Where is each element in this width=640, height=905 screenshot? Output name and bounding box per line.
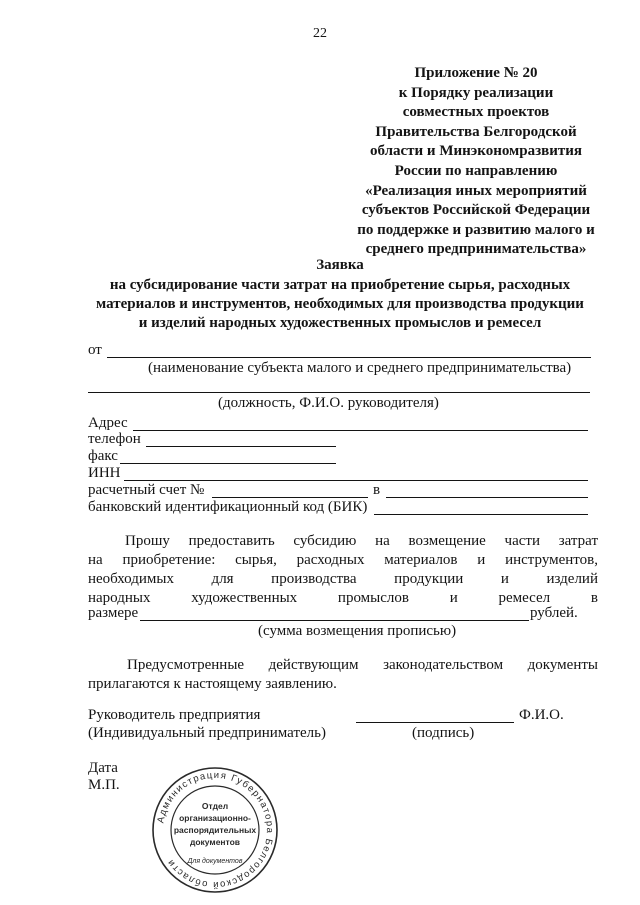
- page-number: 22: [313, 26, 327, 41]
- appendix-line: России по направлению: [394, 162, 558, 179]
- bik-label: банковский идентификационный код (БИК): [88, 499, 368, 515]
- appendix-header: [330, 64, 622, 260]
- address-label: Адрес: [88, 415, 128, 431]
- stamp-bottom-text: Для документов: [187, 858, 243, 865]
- amount-field[interactable]: [140, 620, 529, 621]
- account-label: расчетный счет №: [88, 482, 205, 498]
- stamp-center-line: распорядительных: [173, 825, 257, 835]
- bik-field[interactable]: [374, 514, 588, 515]
- position-caption: (должность, Ф.И.О. руководителя): [218, 395, 439, 411]
- entity-name-field[interactable]: [107, 357, 591, 358]
- stamp-center-line: организационно-: [179, 813, 251, 823]
- phone-label: телефон: [88, 431, 141, 447]
- seal-label: М.П.: [88, 777, 120, 793]
- signature-field[interactable]: [356, 722, 514, 723]
- title-line: материалов и инструментов, необходимых для производства продукции: [96, 296, 584, 312]
- official-stamp: [150, 765, 280, 900]
- title-line: и изделий народных художественных промыслов и ремесел: [138, 315, 542, 331]
- request-line: Прошу предоставить субсидию на возмещение части затрат: [125, 533, 598, 549]
- appendix-line: к Порядку реализации: [398, 84, 554, 101]
- entrepreneur-label: (Индивидуальный предприниматель): [88, 725, 326, 741]
- request-line: на приобретение: сырья, расходных материалов и инструментов,: [88, 552, 598, 568]
- from-label: от: [88, 342, 102, 358]
- entity-caption: (наименование субъекта малого и среднего предпринимательства): [148, 360, 572, 376]
- inn-field[interactable]: [124, 480, 588, 481]
- date-label: Дата: [88, 760, 118, 776]
- attachments-line: Предусмотренные действующим законодательством документы: [127, 657, 598, 673]
- stamp-ring-text: Администрация Губернатора Белгородской области: [155, 769, 276, 891]
- stamp-seal-icon: [150, 765, 280, 895]
- amount-prefix: размере: [88, 605, 139, 621]
- stamp-center-line: документов: [189, 837, 241, 847]
- address-field[interactable]: [133, 430, 588, 431]
- bank-field[interactable]: [386, 497, 588, 498]
- amount-caption: (сумма возмещения прописью): [258, 623, 457, 639]
- appendix-line: области и Минэкономразвития: [369, 143, 583, 160]
- request-line: народных художественных промыслов и ремесел в: [88, 590, 598, 606]
- inn-label: ИНН: [88, 465, 121, 481]
- appendix-line: субъектов Российской Федерации: [361, 202, 591, 219]
- fax-field[interactable]: [120, 463, 336, 464]
- appendix-line: среднего предпринимательства»: [365, 241, 587, 258]
- signature-caption: (подпись): [412, 725, 475, 741]
- attachments-line: прилагаются к настоящему заявлению.: [88, 676, 337, 692]
- request-line: необходимых для производства продукции и изделий: [88, 571, 598, 587]
- title-line: на субсидирование части затрат на приобретение сырья, расходных: [109, 277, 571, 293]
- account-field[interactable]: [212, 497, 368, 498]
- appendix-line: Правительства Белгородской: [375, 123, 577, 140]
- phone-field[interactable]: [146, 446, 336, 447]
- appendix-line: совместных проектов: [402, 104, 550, 121]
- amount-suffix: рублей.: [530, 605, 578, 621]
- fax-label: факс: [88, 448, 118, 464]
- document-title: [40, 256, 640, 333]
- fio-label: Ф.И.О.: [519, 707, 564, 723]
- appendix-line: Приложение № 20: [414, 65, 538, 81]
- bank-in-label: в: [373, 482, 381, 498]
- appendix-line: по поддержке и развитию малого и: [357, 221, 595, 238]
- appendix-line: «Реализация иных мероприятий: [365, 182, 587, 199]
- head-label: Руководитель предприятия: [88, 707, 261, 723]
- title-heading: Заявка: [316, 257, 364, 273]
- stamp-center-line: Отдел: [201, 801, 229, 811]
- position-field[interactable]: [88, 392, 590, 393]
